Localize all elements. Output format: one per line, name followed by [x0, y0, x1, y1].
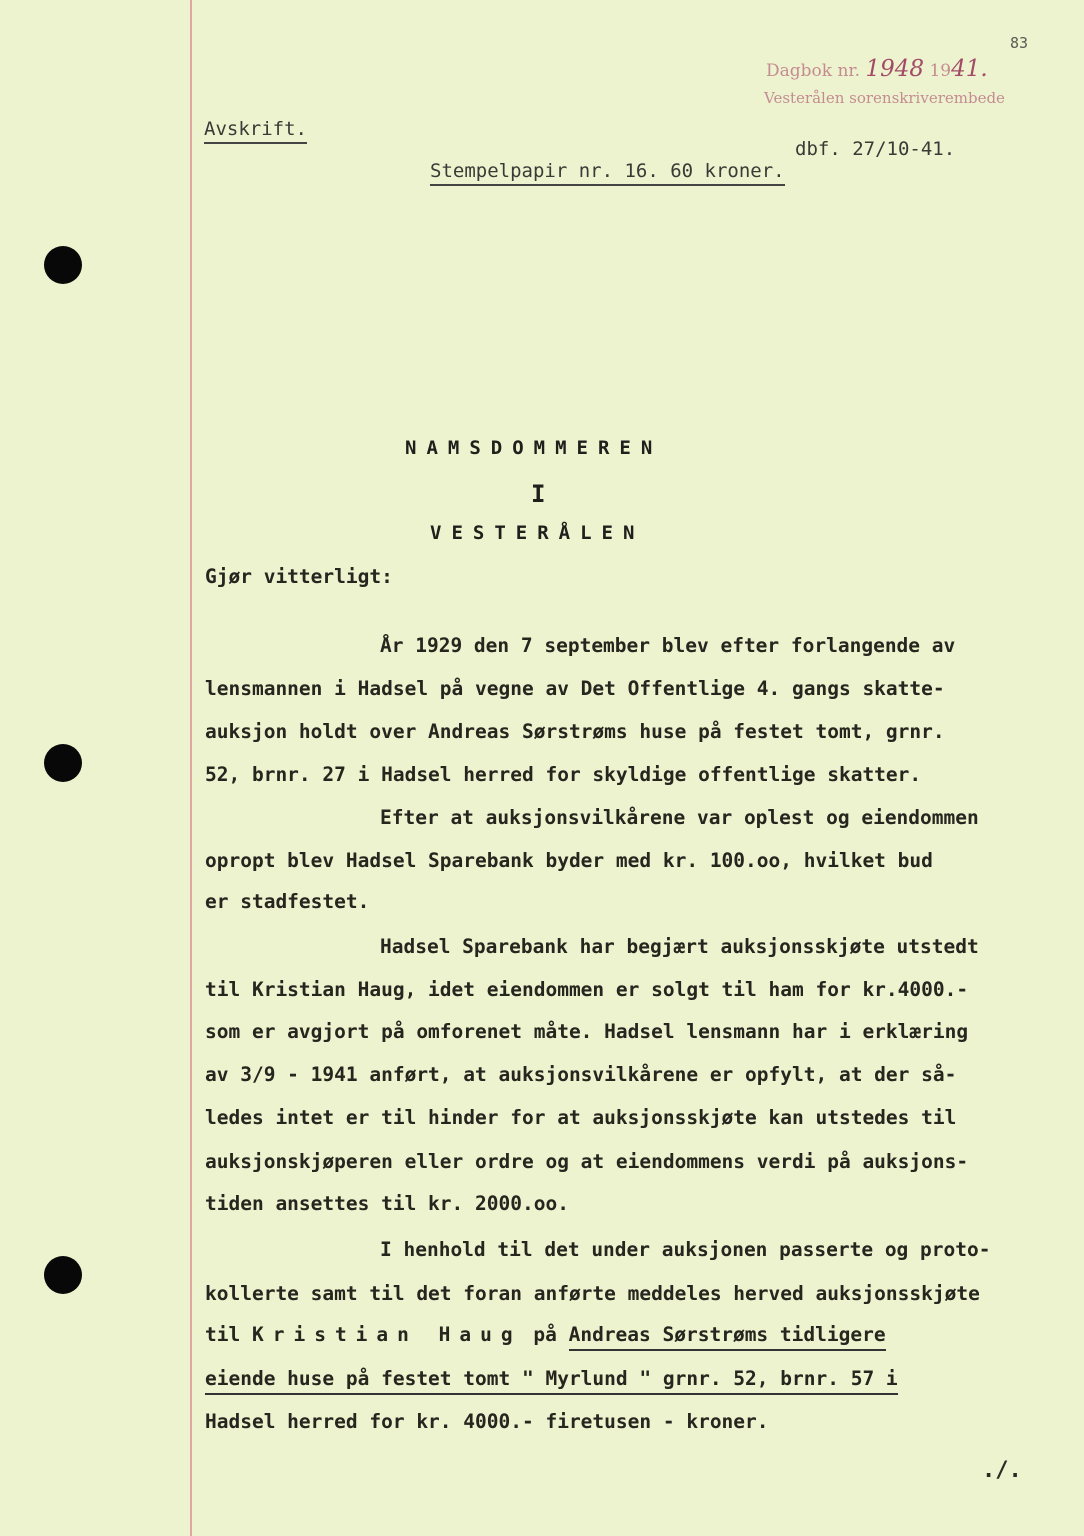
stempelpapir-line: Stempelpapir nr. 16. 60 kroner.: [430, 160, 785, 186]
text-line: som er avgjort på omforenet måte. Hadsel lensmann har i erklæring: [205, 1020, 969, 1043]
underlined-property: Andreas Sørstrøms tidligere: [569, 1323, 886, 1351]
text-line: er stadfestet.: [205, 890, 370, 913]
text-line: av 3/9 - 1941 anført, at auksjonsvilkårene er opfylt, at der så-: [205, 1063, 957, 1086]
text-line: lensmannen i Hadsel på vegne av Det Offentlige 4. gangs skatte-: [205, 677, 945, 700]
text-line: auksjonskjøperen eller ordre og at eiendommens verdi på auksjons-: [205, 1150, 969, 1173]
text-line: auksjon holdt over Andreas Sørstrøms huse på festet tomt, grnr.: [205, 720, 945, 743]
title-line-3: VESTERÅLEN: [430, 522, 645, 544]
buyer-name: Kristian Haug: [251, 1323, 522, 1346]
continued-mark: ./.: [982, 1458, 1022, 1483]
text-line: Hadsel Sparebank har begjært auksjonsskjøte utstedt: [380, 935, 979, 958]
stamp-year: 41.: [951, 56, 988, 82]
stamp-number: 1948: [865, 56, 925, 82]
registry-stamp: [766, 56, 988, 82]
text-line: Efter at auksjonsvilkårene var oplest og eiendommen: [380, 806, 979, 829]
title-line-2: I: [531, 480, 556, 508]
text-line: År 1929 den 7 september blev efter forlangende av: [380, 634, 956, 657]
text-line: tiden ansettes til kr. 2000.oo.: [205, 1192, 569, 1215]
page-number: 83: [1010, 34, 1029, 52]
dbf-date: dbf. 27/10-41.: [795, 138, 956, 160]
text-line: til Kristian Haug, idet eiendommen er solgt til ham for kr.4000.-: [205, 978, 969, 1001]
text-line: Hadsel herred for kr. 4000.- firetusen - kroner.: [205, 1410, 769, 1433]
text-line: 52, brnr. 27 i Hadsel herred for skyldige offentlige skatter.: [205, 763, 922, 786]
gjor-vitterligt: Gjør vitterligt:: [205, 565, 393, 588]
text-line: opropt blev Hadsel Sparebank byder med kr. 100.oo, hvilket bud: [205, 849, 933, 872]
underlined-property-cont: eiende huse på festet tomt " Myrlund " grnr. 52, brnr. 57 i: [205, 1367, 898, 1395]
stamp-sep: 19: [929, 61, 952, 81]
stamp-office: Vesterålen sorenskriverembede: [764, 89, 1005, 107]
punch-hole: [44, 1256, 82, 1294]
text-line: I henhold til det under auksjonen passerte og proto-: [380, 1238, 991, 1261]
text-line: ledes intet er til hinder for at auksjonsskjøte kan utstedes til: [205, 1106, 957, 1129]
text-line: [205, 1367, 898, 1390]
avskrift-label: Avskrift.: [204, 118, 307, 144]
pa-word: på: [533, 1323, 557, 1346]
text-line: kollerte samt til det foran anførte meddeles herved auksjonsskjøte: [205, 1282, 980, 1305]
margin-line: [190, 0, 192, 1536]
title-line-1: NAMSDOMMEREN: [405, 437, 663, 459]
text-line: [205, 1323, 886, 1346]
punch-hole: [44, 744, 82, 782]
stamp-prefix: Dagbok nr.: [766, 61, 861, 81]
til-word: til: [205, 1323, 241, 1346]
punch-hole: [44, 246, 82, 284]
